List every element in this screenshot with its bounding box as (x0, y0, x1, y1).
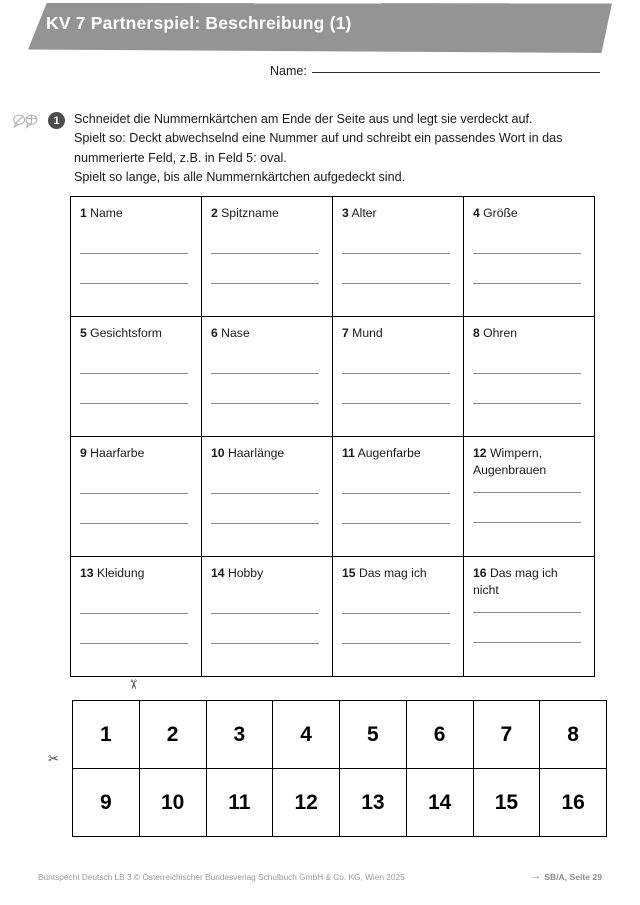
write-line[interactable] (473, 522, 581, 523)
name-field[interactable] (270, 64, 600, 78)
write-line[interactable] (473, 253, 581, 254)
write-line[interactable] (80, 613, 188, 614)
write-line[interactable] (80, 283, 188, 284)
table-cell-14[interactable] (202, 557, 333, 677)
cell-label: Das mag ich nicht (473, 566, 558, 597)
cell-heading (211, 205, 323, 222)
cell-write-lines[interactable] (211, 373, 323, 404)
table-cell-3[interactable] (333, 197, 464, 317)
page-title: KV 7 Partnerspiel: Beschreibung (1) (46, 13, 352, 33)
cell-write-lines[interactable] (211, 253, 323, 284)
cell-number: 7 (342, 326, 349, 340)
cell-number: 8 (473, 326, 480, 340)
cell-write-lines[interactable] (342, 613, 454, 644)
write-line[interactable] (342, 253, 450, 254)
cards-row (73, 701, 607, 769)
cell-label: Größe (483, 206, 518, 220)
table-cell-5[interactable] (71, 317, 202, 437)
task-instruction (12, 110, 628, 188)
table-cell-11[interactable] (333, 437, 464, 557)
cell-heading (473, 565, 585, 599)
write-line[interactable] (342, 373, 450, 374)
cell-heading (80, 205, 192, 222)
cell-write-lines[interactable] (211, 613, 323, 644)
table-row (71, 557, 595, 677)
write-line[interactable] (473, 373, 581, 374)
write-line[interactable] (80, 523, 188, 524)
write-line[interactable] (211, 403, 319, 404)
cell-write-lines[interactable] (342, 373, 454, 404)
write-line[interactable] (211, 613, 319, 614)
number-card[interactable]: 16 (540, 769, 607, 837)
cell-write-lines[interactable] (342, 253, 454, 284)
cell-write-lines[interactable] (342, 493, 454, 524)
cell-label: Alter (351, 206, 377, 220)
cell-number: 14 (211, 566, 225, 580)
write-line[interactable] (473, 612, 581, 613)
cell-heading (342, 445, 454, 462)
cell-heading (80, 325, 192, 342)
write-line[interactable] (211, 523, 319, 524)
arrow-right-icon: → (530, 870, 542, 882)
name-label: Name: (270, 64, 307, 78)
number-card[interactable]: 13 (340, 769, 407, 837)
cell-write-lines[interactable] (80, 253, 192, 284)
cards-row (73, 769, 607, 837)
number-cards-table (72, 700, 607, 837)
cell-heading (80, 445, 192, 462)
cell-heading (211, 565, 323, 582)
cell-heading (80, 565, 192, 582)
cell-write-lines[interactable] (473, 253, 585, 284)
write-line[interactable] (80, 403, 188, 404)
table-cell-12[interactable] (464, 437, 595, 557)
write-line[interactable] (473, 492, 581, 493)
cell-label: Nase (221, 326, 250, 340)
write-line[interactable] (342, 643, 450, 644)
footer-reference-label: SB/A, Seite 29 (544, 871, 602, 882)
cell-label: Hobby (227, 566, 264, 580)
write-line[interactable] (80, 643, 188, 644)
table-cell-9[interactable] (71, 437, 202, 557)
cell-heading (342, 325, 454, 342)
table-cell-13[interactable] (71, 557, 202, 677)
number-card[interactable]: 6 (406, 701, 473, 769)
write-line[interactable] (342, 523, 450, 524)
table-cell-15[interactable] (333, 557, 464, 677)
write-line[interactable] (211, 283, 319, 284)
cell-heading (342, 565, 454, 582)
number-card[interactable]: 14 (406, 769, 473, 837)
partner-work-icon (12, 113, 42, 130)
cell-label: Augenfarbe (357, 446, 421, 460)
description-word-table (70, 196, 595, 677)
cell-write-lines[interactable] (473, 492, 585, 523)
cell-write-lines[interactable] (473, 373, 585, 404)
table-cell-2[interactable] (202, 197, 333, 317)
task-text (74, 110, 562, 188)
cell-heading (211, 325, 323, 342)
cell-label: Haarlänge (227, 446, 285, 460)
cell-number: 10 (211, 446, 225, 460)
number-card[interactable]: 10 (139, 769, 206, 837)
number-card[interactable]: 7 (473, 701, 540, 769)
scissors-icon: ✂ (125, 679, 141, 690)
number-card[interactable]: 11 (206, 769, 273, 837)
cell-number: 16 (473, 566, 487, 580)
table-cell-6[interactable] (202, 317, 333, 437)
write-line[interactable] (211, 493, 319, 494)
cell-number: 4 (473, 206, 480, 220)
table-cell-10[interactable] (202, 437, 333, 557)
footer-reference (530, 871, 602, 882)
number-card[interactable]: 3 (206, 701, 273, 769)
cell-label: Das mag ich (358, 566, 427, 580)
table-row (71, 437, 595, 557)
number-card[interactable]: 15 (473, 769, 540, 837)
cell-heading (473, 205, 585, 222)
cell-heading (473, 445, 585, 479)
number-card[interactable]: 2 (139, 701, 206, 769)
task-line: Spielt so lange, bis alle Nummernkärtchen aufgedeckt sind. (74, 170, 406, 185)
write-line[interactable] (473, 642, 581, 643)
cell-heading (473, 325, 585, 342)
table-cell-8[interactable] (464, 317, 595, 437)
write-line[interactable] (342, 613, 450, 614)
cell-number: 12 (473, 446, 487, 460)
cell-number: 13 (80, 566, 94, 580)
cell-number: 1 (80, 206, 87, 220)
table-cell-4[interactable] (464, 197, 595, 317)
table-row (71, 197, 595, 317)
cell-label: Spitzname (221, 206, 279, 220)
cut-out-cards (72, 700, 585, 837)
task-line: Schneidet die Nummernkärtchen am Ende der Seite aus und legt sie verdeckt auf. (74, 112, 533, 126)
cell-label: Name (90, 206, 123, 220)
scissors-icon: ✂ (48, 751, 59, 766)
number-card[interactable]: 1 (73, 701, 140, 769)
number-card[interactable]: 4 (273, 701, 340, 769)
cell-write-lines[interactable] (211, 493, 323, 524)
cell-label: Mund (352, 326, 383, 340)
cell-heading (342, 205, 454, 222)
cell-label: Kleidung (96, 566, 145, 580)
write-line[interactable] (80, 493, 188, 494)
write-line[interactable] (342, 403, 450, 404)
write-line[interactable] (211, 373, 319, 374)
cell-number: 6 (211, 326, 218, 340)
page-header (0, 0, 640, 58)
task-line: Spielt so: Deckt abwechselnd eine Nummer auf und schreibt ein passendes Wort in das (74, 131, 563, 146)
write-line[interactable] (473, 403, 581, 404)
table-cell-1[interactable] (71, 197, 202, 317)
table-row (71, 317, 595, 437)
name-write-line[interactable] (312, 72, 600, 73)
cell-heading (211, 445, 323, 462)
cell-number: 11 (342, 446, 355, 460)
cell-number: 3 (342, 206, 349, 220)
task-number-badge: 1 (48, 112, 65, 129)
write-line[interactable] (342, 493, 450, 494)
footer-copyright: Buntspecht Deutsch LB 3 © Österreichischer Bundesverlag Schulbuch GmbH & Co. KG, Wien 2025 (38, 872, 405, 882)
write-line[interactable] (473, 283, 581, 284)
cell-write-lines[interactable] (80, 493, 192, 524)
cell-number: 2 (211, 206, 218, 220)
number-card[interactable]: 5 (340, 701, 407, 769)
cell-label: Haarfarbe (90, 446, 145, 460)
cell-write-lines[interactable] (80, 373, 192, 404)
write-line[interactable] (80, 373, 188, 374)
write-line[interactable] (80, 253, 188, 254)
cell-label: Ohren (483, 326, 518, 340)
cell-write-lines[interactable] (80, 613, 192, 644)
number-card[interactable]: 9 (73, 769, 140, 837)
cell-number: 5 (80, 326, 87, 340)
number-card[interactable]: 12 (273, 769, 340, 837)
cell-label: Gesichtsform (90, 326, 162, 340)
table-cell-7[interactable] (333, 317, 464, 437)
number-card[interactable]: 8 (540, 701, 607, 769)
task-line: nummerierte Feld, z.B. in Feld 5: oval. (74, 150, 287, 165)
write-line[interactable] (211, 643, 319, 644)
cell-label: Wimpern, Augenbrauen (473, 446, 547, 477)
cell-number: 15 (342, 566, 356, 580)
write-line[interactable] (342, 283, 450, 284)
write-line[interactable] (211, 253, 319, 254)
table-cell-16[interactable] (464, 557, 595, 677)
cell-write-lines[interactable] (473, 612, 585, 643)
cell-number: 9 (80, 446, 87, 460)
